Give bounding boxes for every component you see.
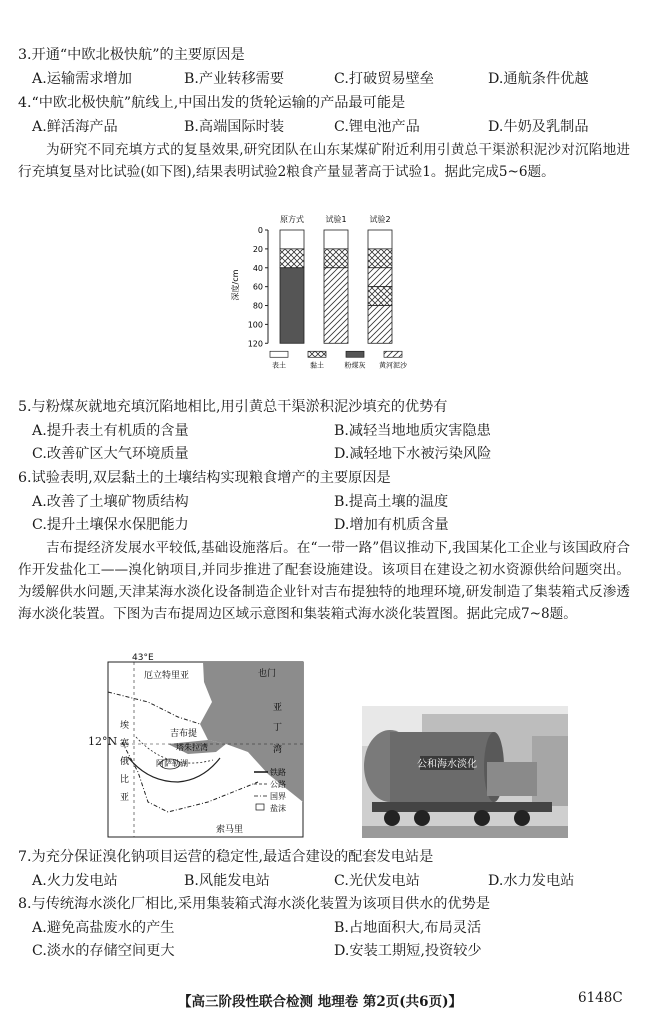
map-label-somalia: 索马里: [216, 825, 244, 835]
q7-option-b: B.风能发电站: [184, 873, 270, 889]
q3-option-b: B.产业转移需要: [184, 71, 285, 87]
legend-swatch: [308, 351, 326, 357]
bar-segment: [280, 230, 304, 249]
bar-segment: [368, 249, 392, 268]
legend-salt: 盐沫: [270, 804, 286, 813]
map-label-ethiopia-5: 亚: [120, 793, 130, 803]
q8-stem: 8.与传统海水淡化厂相比,采用集装箱式海水淡化装置为该项目供水的优势是: [18, 896, 491, 912]
y-tick-label: 0: [257, 226, 263, 235]
map-label-ethiopia-1: 埃: [120, 721, 130, 731]
bar-segment: [280, 249, 304, 268]
q4-option-c: C.锂电池产品: [334, 119, 420, 135]
legend-label: 黄河泥沙: [379, 361, 407, 370]
legend-label: 黏土: [310, 361, 324, 370]
q3-option-d: D.通航条件优越: [488, 71, 589, 87]
map-label-ethiopia-2: 塞: [120, 739, 130, 749]
bar-segment: [324, 268, 348, 344]
category-label: 试验1: [325, 215, 347, 224]
q5-option-a: A.提升表土有机质的含量: [32, 423, 189, 439]
djibouti-map: [108, 653, 304, 838]
map-label-tadjoura: 塔朱拉湾: [176, 743, 208, 752]
q5-option-c: C.改善矿区大气环境质量: [32, 446, 189, 462]
q8-option-a: A.避免高盐废水的产生: [32, 920, 175, 936]
map-label-lake-assal: 阿萨勒湖: [156, 759, 188, 768]
category-label: 试验2: [369, 215, 391, 224]
legend-swatch: [346, 351, 364, 357]
q5-stem: 5.与粉煤灰就地充填沉陷地相比,用引黄总干渠淤积泥沙填充的优势有: [18, 399, 448, 415]
y-tick-label: 80: [252, 301, 263, 311]
q8-option-b: B.占地面积大,布局灵活: [334, 920, 482, 936]
category-label: 原方式: [280, 215, 304, 224]
footer-title: 【高三阶段性联合检测 地理卷 第2页(共6页)】: [178, 994, 462, 1010]
q3-option-c: C.打破贸易壁垒: [334, 71, 434, 87]
q7-option-c: C.光伏发电站: [334, 873, 420, 889]
y-tick-label: 60: [252, 282, 263, 292]
map-label-yemen: 也门: [258, 669, 277, 679]
q5-option-b: B.减轻当地地质灾害隐患: [334, 423, 491, 439]
bar-segment: [368, 230, 392, 249]
map-label-ya: 亚: [273, 703, 283, 713]
q7-option-a: A.火力发电站: [32, 873, 118, 889]
q4-option-a: A.鲜活海产品: [32, 119, 118, 135]
bar-segment: [324, 249, 348, 268]
q7-stem: 7.为充分保证溴化钠项目运营的稳定性,最适合建设的配套发电站是: [18, 849, 434, 865]
map-label-ethiopia-4: 比: [120, 775, 130, 785]
bar-segment: [280, 268, 304, 344]
q8-option-c: C.淡水的存储空间更大: [32, 943, 175, 959]
desalination-photo: [362, 706, 568, 838]
q7-option-d: D.水力发电站: [488, 873, 575, 889]
legend-label: 表土: [272, 361, 286, 370]
q6-stem: 6.试验表明,双层黏土的土壤结构实现粮食增产的主要原因是: [18, 470, 391, 486]
soil-profile-chart: [228, 210, 428, 390]
q4-option-d: D.牛奶及乳制品: [488, 119, 589, 135]
q4-stem: 4.“中欧北极快航”航线上,中国出发的货轮运输的产品最可能是: [18, 95, 406, 111]
legend-swatch: [270, 351, 288, 357]
y-tick-label: 120: [247, 339, 263, 349]
bar-segment: [368, 287, 392, 306]
map-lat-label: 12°N: [88, 735, 118, 748]
y-tick-label: 40: [252, 263, 263, 273]
map-label-eritrea: 厄立特里亚: [144, 671, 190, 681]
footer-code: 6148C: [578, 990, 623, 1006]
legend-border: 国界: [270, 792, 286, 801]
map-label-djibouti: 吉布提: [170, 729, 198, 739]
legend-label: 粉煤灰: [344, 361, 366, 370]
q6-option-a: A.改善了土壤矿物质结构: [32, 494, 189, 510]
y-tick-label: 20: [252, 244, 263, 254]
q8-option-d: D.安装工期短,投资较少: [334, 943, 482, 959]
q5-option-d: D.减轻地下水被污染风险: [334, 446, 492, 462]
q3-option-a: A.运输需求增加: [32, 71, 132, 87]
map-label-ding: 丁: [273, 723, 283, 733]
q6-option-d: D.增加有机质含量: [334, 517, 449, 533]
bar-segment: [368, 268, 392, 287]
map-lon-label: 43°E: [132, 653, 154, 663]
map-label-ethiopia-3: 俄: [120, 757, 130, 767]
photo-banner-text: 公和海水淡化: [417, 759, 477, 770]
bar-segment: [324, 230, 348, 249]
bar-segment: [368, 306, 392, 344]
y-tick-label: 100: [247, 320, 263, 330]
legend-swatch: [384, 351, 402, 357]
y-axis-label: 深度/cm: [231, 269, 240, 301]
passage-reclamation: 为研究不同充填方式的复垦效果,研究团队在山东某煤矿附近利用引黄总干渠淤积泥沙对沉陷地进行充填复垦对比试验(如下图),结果表明试验2粮食产量显著高于试验1。据此完成5~6题。: [18, 142, 630, 180]
q4-option-b: B.高端国际时装: [184, 119, 285, 135]
q6-option-b: B.提高土壤的温度: [334, 494, 449, 510]
passage-djibouti: 吉布提经济发展水平较低,基础设施落后。在“一带一路”倡议推动下,我国某化工企业与该国政府合作开发盐化工——溴化钠项目,并同步推进了配套设施建设。该项目在建设之初水资源供给问题突出。为缓解供水问题,天津某海水淡化设备制造企业针对吉布提独特的地理环境,研发制造了集装箱式反渗透海水淡化装置。下图为吉布提周边区域示意图和集装箱式海水淡化装置图。据此完成7~8题。: [18, 540, 630, 622]
legend-road: 公路: [270, 780, 286, 789]
legend-railway: 铁路: [270, 768, 286, 777]
q6-option-c: C.提升土壤保水保肥能力: [32, 517, 189, 533]
q3-stem: 3.开通“中欧北极快航”的主要原因是: [18, 47, 245, 63]
map-label-wan: 湾: [273, 745, 283, 755]
